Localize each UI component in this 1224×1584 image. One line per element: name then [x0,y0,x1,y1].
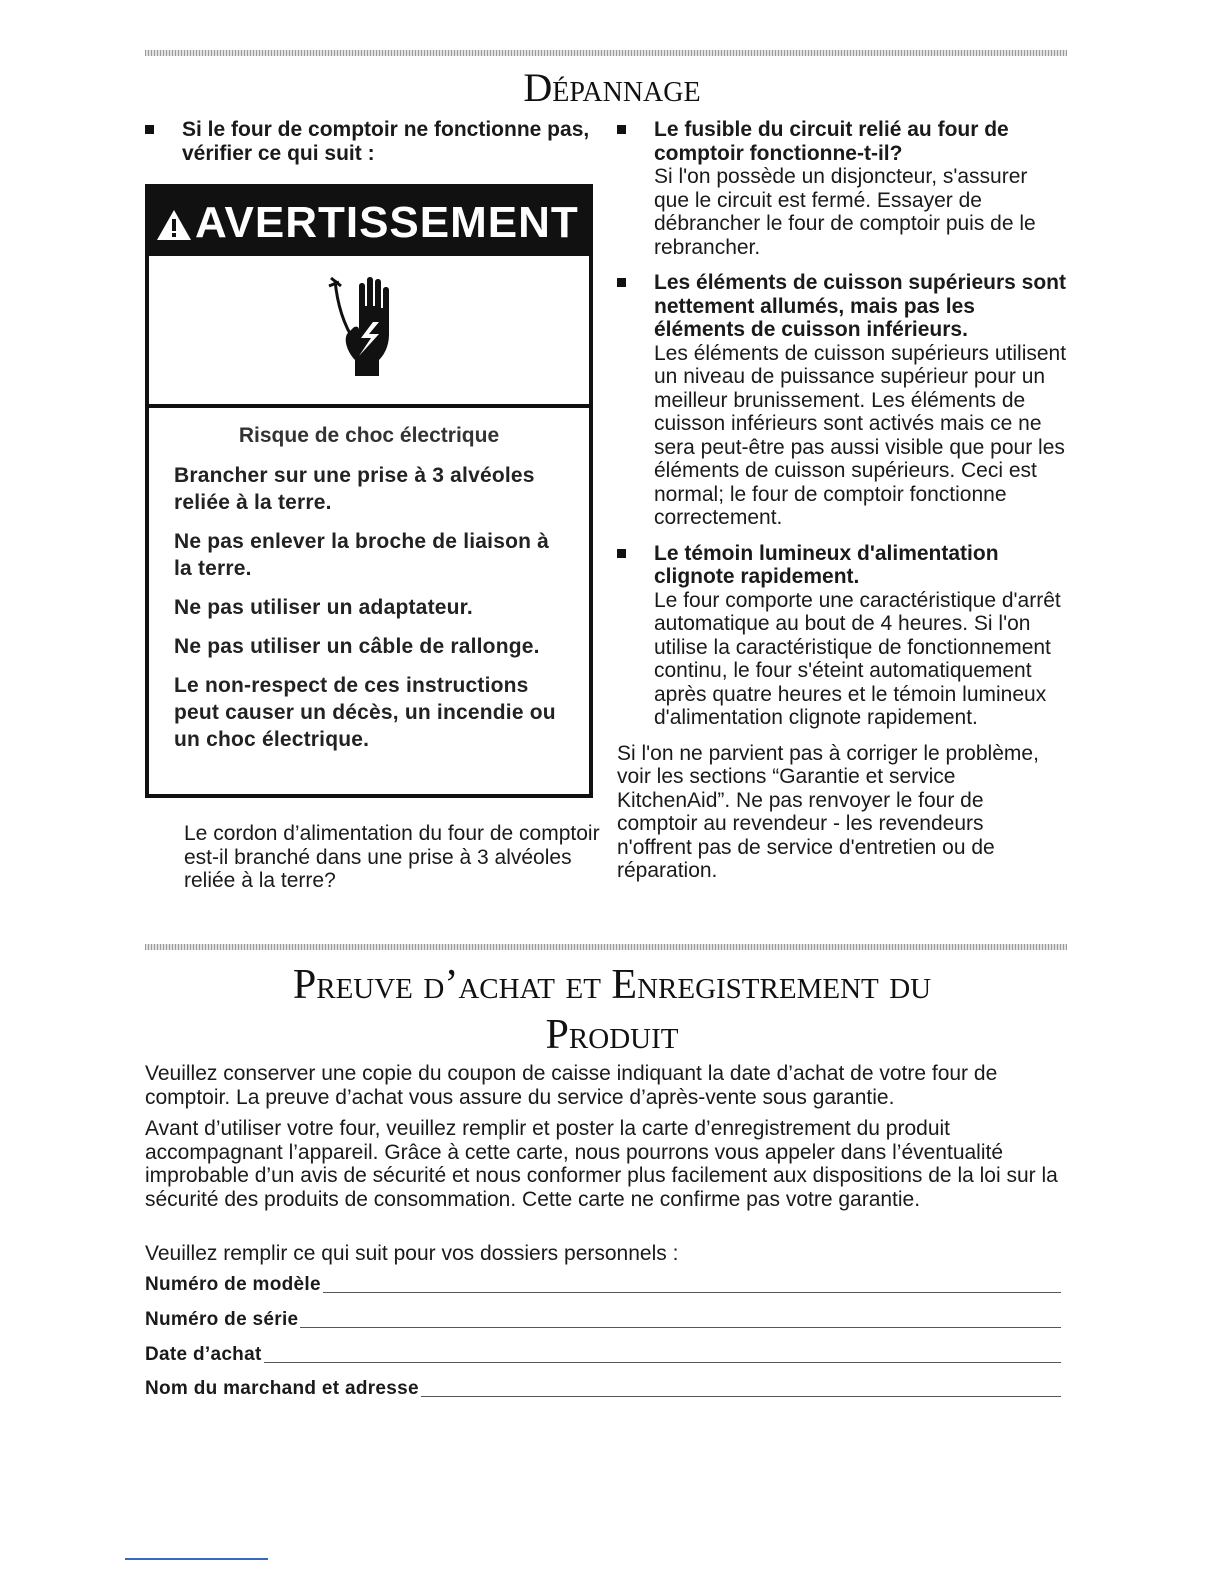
warning-title: AVERTISSEMENT [195,198,579,247]
troubleshooting-title: Dépannage [523,65,701,110]
list-item [617,118,1067,259]
top-divider [145,50,1067,56]
warning-box [145,184,593,798]
dealer-name-address-field[interactable] [145,1376,1061,1400]
item-body: Les éléments de cuisson supérieurs utilisent un niveau de puissance supérieur pour un meilleur brunissement. Les éléments de cuisson inférieurs sont activés mais ce ne sera peut-être pas aussi visible que pour les éléments de cuisson supérieurs. Ceci est normal; le four de comptoir fonctionne correctement. [654,341,1067,529]
section-divider [145,944,1067,950]
proof-title-line2: Produit [545,1012,679,1058]
field-label: Date d’achat [145,1344,262,1365]
proof-title [0,960,1224,1060]
item-heading: Le fusible du circuit relié au four de comptoir fonctionne-t-il? [654,118,1009,165]
purchase-date-field[interactable] [145,1342,1061,1366]
right-column [617,118,1067,883]
warning-header [149,188,589,256]
field-line[interactable] [264,1362,1061,1363]
bullet-icon [617,278,626,287]
field-line[interactable] [421,1396,1061,1397]
power-cord-caption: Le cordon d’alimentation du four de comptoir est-il branché dans une prise à 3 alvéoles reliée à la terre? [184,822,600,892]
serial-number-field[interactable] [145,1307,1061,1331]
model-number-field[interactable] [145,1272,1061,1296]
list-item [617,271,1067,530]
field-label: Numéro de modèle [145,1274,321,1295]
bullet-icon [617,125,626,134]
bullet-icon [617,549,626,558]
field-line[interactable] [323,1292,1061,1293]
field-label: Numéro de série [145,1309,299,1330]
item-body: Le four comporte une caractéristique d'arrêt automatique au bout de 4 heures. Si l'on utilise la caractéristique de fonctionnement continu, le four s'éteint automatiquement après quatre heures et le témoin lumineux d'alimentation clignote rapidement. [654,588,1061,729]
bottom-rule [125,1558,268,1560]
closing-paragraph: Si l'on ne parvient pas à corriger le problème, voir les sections “Garantie et service KitchenAid”. Ne pas renvoyer le four de comptoir au revendeur - les revendeurs n'offrent pas de service d'entretien ou de réparation. [617,741,1039,882]
field-line[interactable] [300,1327,1061,1328]
proof-paragraph: Avant d’utiliser votre four, veuillez remplir et poster la carte d’enregistrement du produit accompagnant l’appareil. Grâce à cette carte, nous pourrons vous appeler dans l’éventualité improbable d’un avis de sécurité et nous conformer plus facilement aux dispositions de la loi sur la sécurité des produits de consommation. Cette carte ne confirme pas votre garantie. [145,1117,1058,1211]
left-column [145,118,595,177]
electric-shock-hand-icon [325,272,415,392]
warning-line: Le non-respect de ces instructions peut causer un décès, un incendie ou un choc électrique. [174,674,556,751]
proof-title-line1: Preuve d’achat et Enregistrement du [292,962,932,1008]
warning-line: Ne pas utiliser un câble de rallonge. [174,635,540,658]
proof-paragraph: Veuillez conserver une copie du coupon de caisse indiquant la date d’achat de votre four de comptoir. La preuve d’achat vous assure du service d’après-vente sous garantie. [145,1062,998,1109]
warning-triangle-icon [155,208,193,242]
item-heading: Le témoin lumineux d'alimentation clignote rapidement. [654,541,999,588]
field-label: Nom du marchand et adresse [145,1378,419,1399]
list-item [617,542,1067,730]
warning-line: Ne pas enlever la broche de liaison à la terre. [174,530,550,580]
warning-icon-area [149,256,589,408]
proof-paragraph: Veuillez remplir ce qui suit pour vos dossiers personnels : [145,1242,679,1265]
warning-line: Brancher sur une prise à 3 alvéoles reliée à la terre. [174,464,535,514]
list-item [145,118,595,165]
item-heading: Les éléments de cuisson supérieurs sont nettement allumés, mais pas les éléments de cuisson inférieurs. [654,271,1066,341]
bullet-text: Si le four de comptoir ne fonctionne pas, vérifier ce qui suit : [182,118,590,165]
item-body: Si l'on possède un disjoncteur, s'assurer que le circuit est fermé. Essayer de débrancher le four de comptoir puis de le rebrancher. [654,165,1036,259]
warning-subtitle: Risque de choc électrique [238,424,500,447]
warning-line: Ne pas utiliser un adaptateur. [174,596,473,619]
bullet-icon [145,125,154,134]
